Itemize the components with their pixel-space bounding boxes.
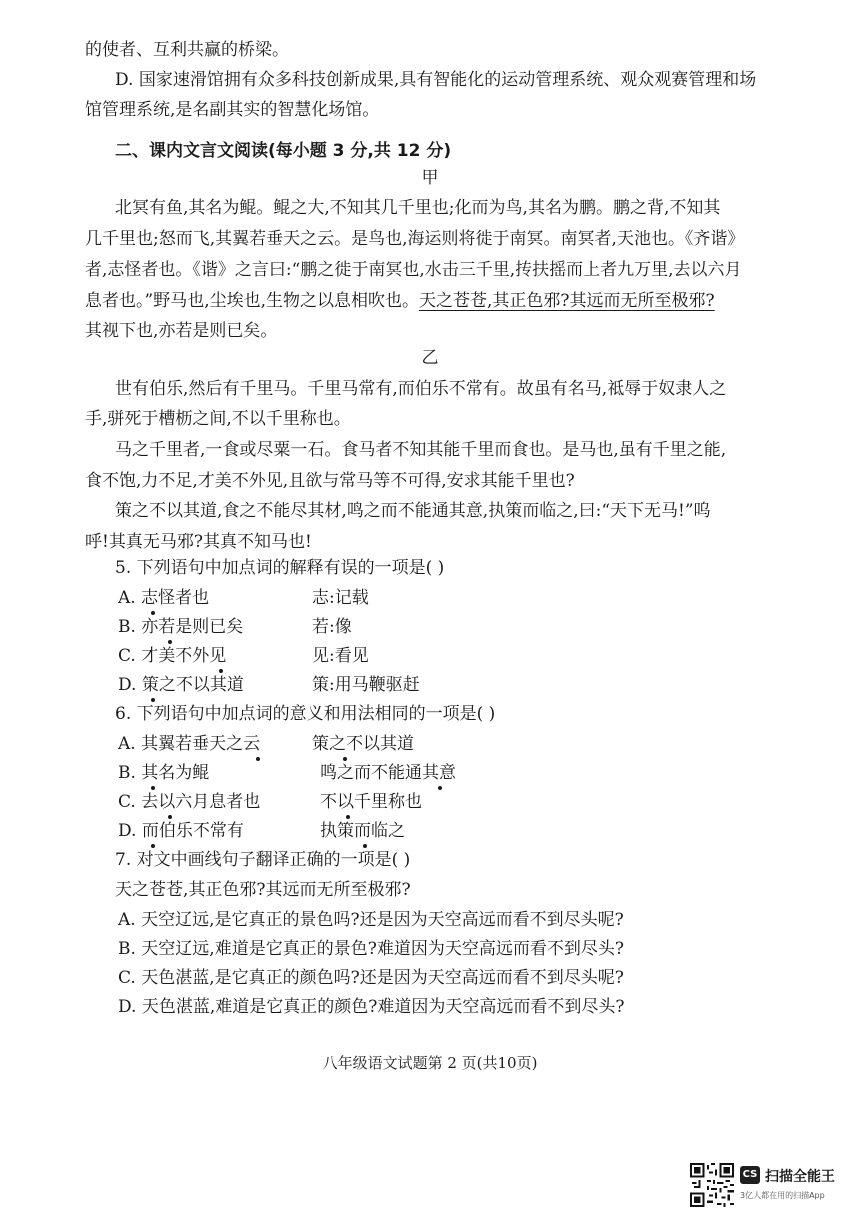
question-5-option-b-gloss: 若:像 [312, 617, 352, 637]
emphasis-dot [438, 786, 442, 790]
question-6-option-c-pair: 不以千里称也 [320, 792, 422, 812]
question-6-option-d-pair: 执策而临之 [320, 821, 405, 841]
passage-jia-label: 甲 [421, 168, 439, 188]
emphasis-dot [151, 844, 155, 848]
question-5-option-c-gloss: 见:看见 [312, 646, 369, 666]
question-7-option-d: D. 天色湛蓝,难道是它真正的颜色?难道因为天空高远而看不到尽头? [118, 997, 625, 1017]
question-6-option-a-pair: 策之不以其道 [312, 734, 414, 754]
question-6-option-c: C. 去以六月息者也 [118, 792, 261, 812]
passage-yi-line-3: 马之千里者,一食或尽粟一石。食马者不知其能千里而食也。是马也,虽有千里之能, [115, 440, 727, 460]
scanner-brand-name: 扫描全能王 [765, 1169, 835, 1185]
question-6-option-b: B. 其名为鲲 [118, 763, 210, 783]
passage-yi-line-4: 食不饱,力不足,才美不外见,且欲与常马等不可得,安求其能千里也? [85, 471, 575, 491]
passage-jia-line-4-text: 息者也。”野马也,尘埃也,生物之以息相吹也。 [85, 291, 419, 311]
passage-jia-line-4 [85, 293, 715, 310]
emphasis-dot [151, 786, 155, 790]
question-7-stem: 7. 对文中画线句子翻译正确的一项是( ) [115, 850, 411, 870]
prev-option-d-line1: D. 国家速滑馆拥有众多科技创新成果,具有智能化的运动管理系统、观众观赛管理和场 [115, 70, 757, 90]
question-6-option-a: A. 其翼若垂天之云 [118, 734, 261, 754]
emphasis-dot [219, 669, 223, 673]
question-6-stem: 6. 下列语句中加点词的意义和用法相同的一项是( ) [115, 704, 496, 724]
section-title: 二、课内文言文阅读(每小题 3 分,共 12 分) [115, 141, 452, 161]
passage-jia-line-3: 者,志怪者也。《谐》之言曰:“鹏之徙于南冥也,水击三千里,抟扶摇而上者九万里,去以六月 [85, 260, 742, 280]
question-7-quote: 天之苍苍,其正色邪?其远而无所至极邪? [115, 880, 411, 900]
emphasis-dot [151, 698, 155, 702]
passage-yi-label: 乙 [421, 348, 439, 368]
passage-jia-line-2: 几千里也;怒而飞,其翼若垂天之云。是鸟也,海运则将徙于南冥。南冥者,天池也。《齐谐》 [85, 229, 745, 249]
scanner-tagline: 3亿人都在用的扫描App [740, 1191, 825, 1200]
question-7-option-c: C. 天色湛蓝,是它真正的颜色吗?还是因为天空高远而看不到尽头呢? [118, 968, 624, 988]
scanner-watermark [690, 1163, 850, 1211]
underlined-sentence: 天之苍苍,其正色邪?其远而无所至极邪? [419, 291, 715, 311]
question-5-option-b: B. 亦若是则已矣 [118, 617, 244, 637]
emphasis-dot [363, 844, 367, 848]
question-5-option-d: D. 策之不以其道 [118, 675, 244, 695]
emphasis-dot [346, 815, 350, 819]
emphasis-dot [343, 757, 347, 761]
emphasis-dot [151, 611, 155, 615]
question-6-option-d: D. 而伯乐不常有 [118, 821, 244, 841]
question-7-option-b: B. 天空辽远,难道是它真正的景色?难道因为天空高远而看不到尽头? [118, 939, 624, 959]
passage-yi-line-6: 呼!其真无马邪?其真不知马也! [85, 532, 312, 552]
emphasis-dot [168, 815, 172, 819]
emphasis-dot [256, 757, 260, 761]
camscanner-logo-icon: CS [740, 1166, 760, 1184]
question-7-option-a: A. 天空辽远,是它真正的景色吗?还是因为天空高远而看不到尽头呢? [118, 910, 624, 930]
passage-jia-line-5: 其视下也,亦若是则已矣。 [85, 321, 278, 341]
question-5-stem: 5. 下列语句中加点词的解释有误的一项是( ) [115, 558, 445, 578]
passage-yi-line-2: 手,骈死于槽枥之间,不以千里称也。 [85, 409, 351, 429]
passage-jia-line-1: 北冥有鱼,其名为鲲。鲲之大,不知其几千里也;化而为鸟,其名为鹏。鹏之背,不知其 [115, 198, 721, 218]
question-5-option-a: A. 志怪者也 [118, 588, 210, 608]
page-footer: 八年级语文试题第 2 页(共10页) [322, 1054, 538, 1072]
prev-option-d-line2: 馆管理系统,是名副其实的智慧化场馆。 [85, 100, 380, 120]
passage-yi-line-1: 世有伯乐,然后有千里马。千里马常有,而伯乐不常有。故虽有名马,祗辱于奴隶人之 [115, 379, 727, 399]
question-5-option-a-gloss: 志:记载 [312, 588, 369, 608]
question-5-option-c: C. 才美不外见 [118, 646, 227, 666]
prev-option-tail: 的使者、互利共赢的桥梁。 [85, 40, 289, 60]
question-5-option-d-gloss: 策:用马鞭驱赶 [312, 675, 420, 695]
emphasis-dot [168, 640, 172, 644]
qr-code-icon [690, 1163, 734, 1207]
question-6-option-b-pair: 鸣之而不能通其意 [320, 763, 456, 783]
passage-yi-line-5: 策之不以其道,食之不能尽其材,鸣之而不能通其意,执策而临之,曰:“天下无马!”呜 [115, 501, 711, 521]
